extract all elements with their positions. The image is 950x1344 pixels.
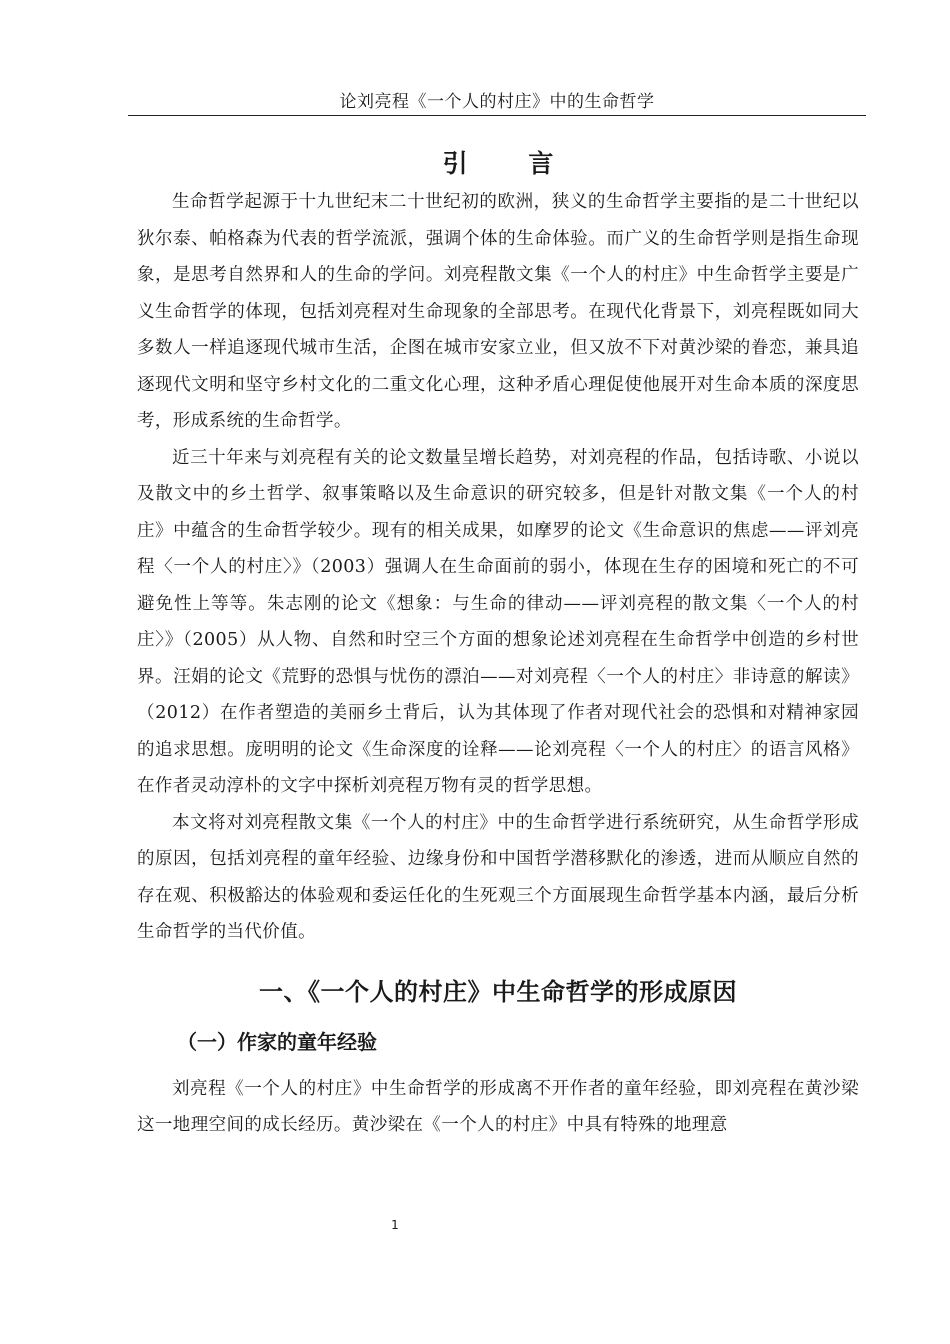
running-header: 论刘亮程《一个人的村庄》中的生命哲学 (339, 92, 655, 112)
chapter-heading: 一、《一个人的村庄》中生命哲学的形成原因 (259, 977, 737, 1006)
document-body (137, 144, 859, 1144)
section-heading: （一）作家的童年经验 (177, 1029, 377, 1054)
intro-paragraph-3: 本文将对刘亮程散文集《一个人的村庄》中的生命哲学进行系统研究，从生命哲学形成的原因，包括刘亮程的童年经验、边缘身份和中国哲学潜移默化的渗透，进而从顺应自然的存在观、积极豁达的体验观和委运任化的生死观三个方面展现生命哲学基本内涵，最后分析生命哲学的当代价值。 (137, 812, 859, 942)
page-number: 1 (391, 1218, 399, 1232)
intro-paragraph-1: 生命哲学起源于十九世纪末二十世纪初的欧洲，狭义的生命哲学主要指的是二十世纪以狄尔泰、帕格森为代表的哲学流派，强调个体的生命体验。而广义的生命哲学则是指生命现象，是思考自然界和人的生命的学问。刘亮程散文集《一个人的村庄》中生命哲学主要是广义生命哲学的体现，包括刘亮程对生命现象的全部思考。在现代化背景下，刘亮程既如同大多数人一样追逐现代城市生活，企图在城市安家立业，但又放不下对黄沙梁的眷恋，兼具追逐现代文明和坚守乡村文化的二重文化心理，这种矛盾心理促使他展开对生命本质的深度思考，形成系统的生命哲学。 (137, 192, 859, 431)
intro-paragraph-2: 近三十年来与刘亮程有关的论文数量呈增长趋势，对刘亮程的作品，包括诗歌、小说以及散文中的乡土哲学、叙事策略以及生命意识的研究较多，但是针对散文集《一个人的村庄》中蕴含的生命哲学较少。现有的相关成果，如摩罗的论文《生命意识的焦虑——评刘亮程〈一个人的村庄〉》（2003）强调人在生命面前的弱小，体现在生存的困境和死亡的不可避免性上等等。朱志刚的论文《想象：与生命的律动——评刘亮程的散文集〈一个人的村庄〉》（2005）从人物、自然和时空三个方面的想象论述刘亮程在生命哲学中创造的乡村世界。汪娟的论文《荒野的恐惧与忧伤的漂泊——对刘亮程〈一个人的村庄〉非诗意的解读》（2012）在作者塑造的美丽乡土背后，认为其体现了作者对现代社会的恐惧和对精神家园的追求思想。庞明明的论文《生命深度的诠释——论刘亮程〈一个人的村庄〉的语言风格》在作者灵动淳朴的文字中探析刘亮程万物有灵的哲学思想。 (137, 447, 859, 796)
header-rule (128, 115, 866, 116)
intro-title: 引 言 (442, 149, 580, 178)
section-paragraph: 刘亮程《一个人的村庄》中生命哲学的形成离不开作者的童年经验，即刘亮程在黄沙梁这一地理空间的成长经历。黄沙梁在《一个人的村庄》中具有特殊的地理意 (137, 1078, 859, 1135)
